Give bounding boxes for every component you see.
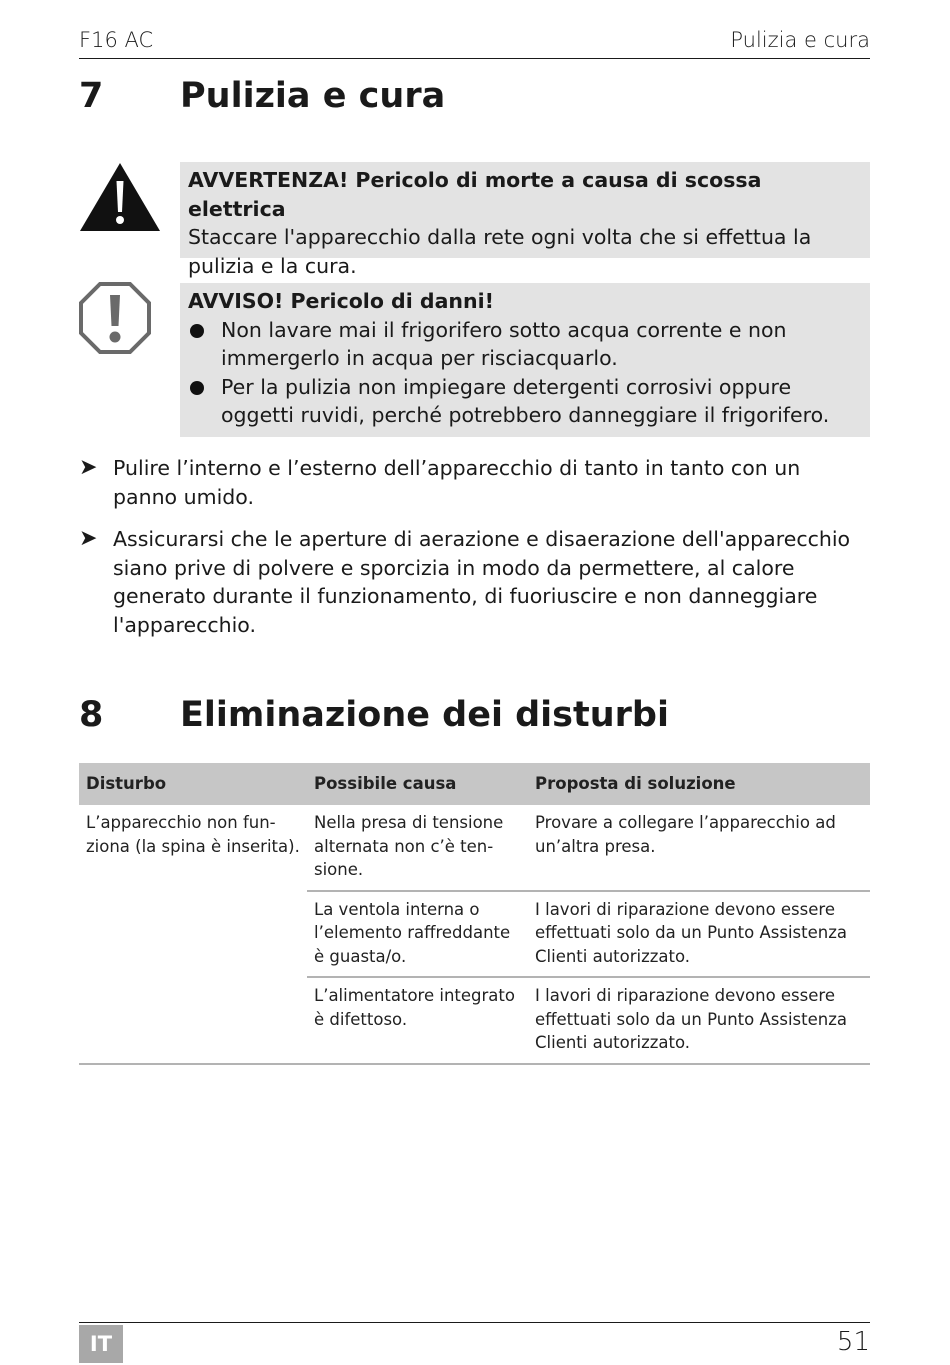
table-header-row	[79, 763, 870, 805]
warning-title: AVVERTENZA! Pericolo di morte a causa di scossa elettrica	[188, 168, 762, 221]
notice-item: Non lavare mai il frigorifero sotto acqua corrente e non immergerlo in acqua per risciacquarlo.	[188, 316, 862, 373]
section-title: Eliminazione dei disturbi	[180, 695, 669, 735]
column-header: Disturbo	[79, 763, 307, 805]
step-text: Pulire l’interno e l’esterno dell’apparecchio di tanto in tanto con un panno umido.	[113, 456, 801, 509]
fault-cell: L’apparecchio non fun- ziona (la spina è inserita).	[79, 805, 307, 1064]
column-header: Possibile causa	[307, 763, 528, 805]
cause-cell: La ventola interna o l’elemento raffreddante è guasta/o.	[307, 891, 528, 978]
header-model: F16 AC	[79, 28, 154, 52]
column-header: Proposta di soluzione	[528, 763, 870, 805]
page-number: 51	[836, 1327, 870, 1357]
header-section: Pulizia e cura	[730, 28, 870, 52]
table-row	[79, 805, 870, 891]
section-number: 8	[79, 695, 104, 735]
solution-cell: Provare a collegare l’apparecchio ad un’altra presa.	[535, 813, 836, 856]
section-title: Pulizia e cura	[180, 76, 446, 116]
arrow-right-icon: ➤	[79, 526, 98, 551]
notice-list	[188, 316, 862, 430]
solution-cell: I lavori di riparazione devono essere effettuati solo da un Punto Assistenza Clienti autorizzato.	[528, 891, 870, 978]
instruction-step	[79, 454, 870, 511]
instruction-step	[79, 525, 870, 639]
page-header	[79, 26, 870, 59]
notice-title: AVVISO! Pericolo di danni!	[188, 289, 494, 313]
notice-item: Per la pulizia non impiegare detergenti corrosivi oppure oggetti ruvidi, perché potrebbero danneggiare il frigorifero.	[188, 373, 862, 430]
step-text: Assicurarsi che le aperture di aerazione e disaerazione dell'apparecchio siano prive di polvere e sporcizia in modo da permettere, al calore generato durante il funzionamento, di fuoriuscire e non danneggiare l'apparecchio.	[113, 527, 851, 637]
cause-cell: Nella presa di tensione alternata non c’è ten- sione.	[314, 813, 504, 879]
warning-text: Staccare l'apparecchio dalla rete ogni volta che si effettua la pulizia e la cura.	[188, 225, 812, 278]
notice-box	[180, 283, 870, 437]
notice-octagon-icon	[79, 282, 151, 354]
warning-triangle-icon	[79, 161, 161, 233]
arrow-right-icon: ➤	[79, 455, 98, 480]
cause-cell: L’alimentatore integrato è difettoso.	[307, 977, 528, 1064]
solution-cell: I lavori di riparazione devono essere effettuati solo da un Punto Assistenza Clienti autorizzato.	[528, 977, 870, 1064]
section-number: 7	[79, 76, 104, 116]
warning-box	[180, 162, 870, 278]
page-footer	[79, 1322, 870, 1365]
troubleshooting-table	[79, 763, 870, 1065]
language-badge: IT	[79, 1325, 123, 1363]
